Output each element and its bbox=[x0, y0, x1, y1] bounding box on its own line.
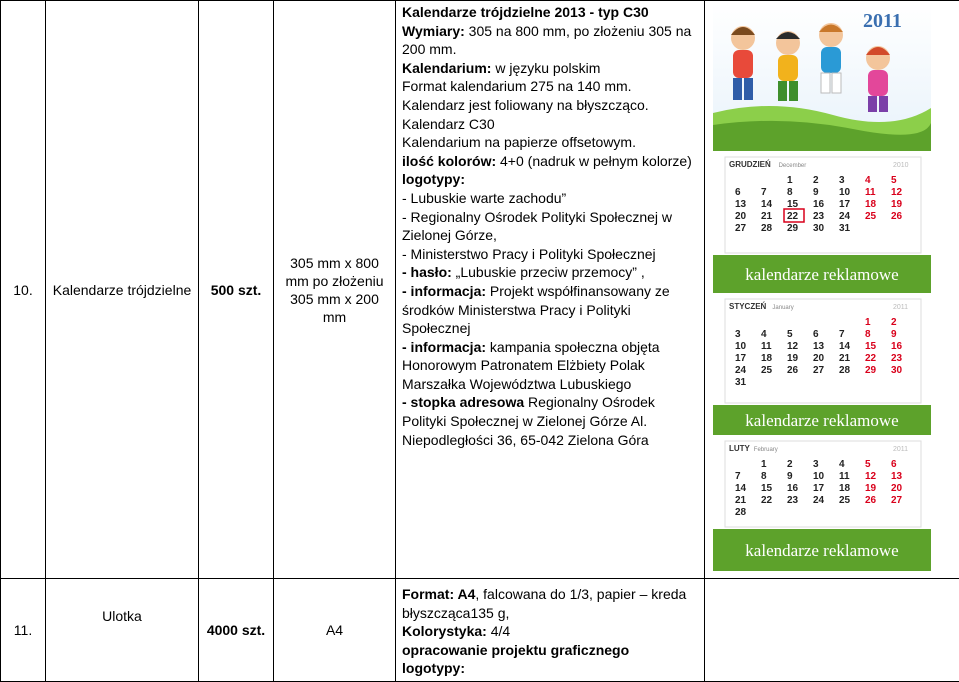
desc-format bbox=[402, 585, 700, 622]
dims-value: 305 na 800 mm, po złożeniu 305 na 200 mm. bbox=[402, 23, 691, 58]
day-number: 10 bbox=[735, 341, 747, 352]
day-number: 24 bbox=[813, 495, 825, 506]
day-number: 5 bbox=[865, 459, 871, 470]
banner-text: kalendarze reklamowe bbox=[745, 541, 898, 560]
day-number: 13 bbox=[813, 341, 825, 352]
slogan-value: „Lubuskie przeciw przemocy” , bbox=[452, 264, 645, 280]
desc-project: opracowanie projektu graficznego bbox=[402, 641, 700, 660]
table-row bbox=[1, 1, 959, 579]
month-year: 2011 bbox=[893, 446, 908, 453]
day-number: 20 bbox=[735, 211, 747, 222]
day-number: 11 bbox=[865, 187, 876, 198]
day-number: 24 bbox=[735, 365, 747, 376]
day-number: 26 bbox=[891, 211, 903, 222]
day-number: 25 bbox=[761, 365, 773, 376]
month-year: 2011 bbox=[893, 304, 908, 311]
calendar-months bbox=[713, 157, 931, 571]
dims-label: Wymiary: bbox=[402, 23, 465, 39]
day-number: 17 bbox=[839, 199, 851, 210]
day-number: 28 bbox=[761, 223, 773, 234]
day-number: 15 bbox=[761, 483, 773, 494]
table-row bbox=[1, 579, 959, 682]
desc-title: Kalendarze trójdzielne 2013 - typ C30 bbox=[402, 3, 700, 22]
day-number: 12 bbox=[891, 187, 903, 198]
format-label: Format: A4 bbox=[402, 586, 475, 602]
product-name: Ulotka bbox=[46, 579, 199, 682]
info1-label: - informacja: bbox=[402, 283, 486, 299]
colors-value: 4+0 (nadruk w pełnym kolorze) bbox=[496, 153, 692, 169]
day-number: 9 bbox=[813, 187, 819, 198]
day-number: 3 bbox=[735, 329, 741, 340]
description bbox=[396, 1, 705, 579]
product-name: Kalendarze trójdzielne bbox=[46, 1, 199, 579]
day-number: 3 bbox=[839, 175, 845, 186]
quantity: 500 szt. bbox=[199, 1, 274, 579]
day-number: 26 bbox=[787, 365, 799, 376]
day-number: 30 bbox=[813, 223, 825, 234]
month-sub: December bbox=[779, 163, 807, 169]
day-number: 6 bbox=[813, 329, 819, 340]
banner-text: kalendarze reklamowe bbox=[745, 265, 898, 284]
day-number: 6 bbox=[735, 187, 741, 198]
day-number: 17 bbox=[813, 483, 825, 494]
day-number: 8 bbox=[787, 187, 793, 198]
divider-strip bbox=[713, 143, 931, 151]
desc-logo1: - Lubuskie warte zachodu” bbox=[402, 189, 700, 208]
desc-type: Kalendarz C30 bbox=[402, 115, 700, 134]
day-number: 21 bbox=[761, 211, 773, 222]
footer-value: Regionalny Ośrodek Polityki Społecznej w Zielonej Górze Al. Niepodległości 36, 65-042 Zielona Góra bbox=[402, 394, 655, 447]
day-number: 21 bbox=[735, 495, 747, 506]
day-number: 19 bbox=[787, 353, 799, 364]
desc-colors bbox=[402, 152, 700, 171]
day-number: 14 bbox=[761, 199, 773, 210]
day-number: 28 bbox=[735, 507, 747, 518]
banner-text: kalendarze reklamowe bbox=[745, 411, 898, 430]
day-number: 20 bbox=[813, 353, 825, 364]
day-number: 18 bbox=[865, 199, 877, 210]
desc-logo3: - Ministerstwo Pracy i Polityki Społecznej bbox=[402, 245, 700, 264]
day-number: 11 bbox=[761, 341, 772, 352]
info1-value: Projekt współfinansowany ze środków Ministerstwa Pracy i Polityki Społecznej bbox=[402, 283, 670, 336]
day-number: 28 bbox=[839, 365, 851, 376]
row-number: 11. bbox=[1, 579, 46, 682]
slogan-label: - hasło: bbox=[402, 264, 452, 280]
desc-colors bbox=[402, 622, 700, 641]
day-number: 1 bbox=[865, 317, 871, 328]
day-number: 22 bbox=[787, 211, 799, 222]
desc-paper: Kalendarium na papierze offsetowym. bbox=[402, 133, 700, 152]
calendar-illustration bbox=[713, 3, 931, 571]
desc-footer bbox=[402, 393, 700, 449]
day-number: 8 bbox=[761, 471, 767, 482]
month-name: GRUDZIEŃ bbox=[729, 160, 771, 169]
day-number: 29 bbox=[787, 223, 799, 234]
calendar-year: 2011 bbox=[863, 10, 902, 32]
day-number: 12 bbox=[865, 471, 877, 482]
desc-logos-label: logotypy: bbox=[402, 659, 700, 678]
day-number: 2 bbox=[891, 317, 897, 328]
day-number: 16 bbox=[787, 483, 799, 494]
day-number: 3 bbox=[813, 459, 819, 470]
desc-foil: Kalendarz jest foliowany na błyszcząco. bbox=[402, 96, 700, 115]
day-number: 10 bbox=[813, 471, 825, 482]
info2-value: kampania społeczna objęta Honorowym Patronatem Elżbiety Polak Marszałka Województwa Lubuskiego bbox=[402, 339, 660, 392]
month-name: STYCZEŃ bbox=[729, 302, 767, 311]
day-number: 2 bbox=[787, 459, 793, 470]
day-number: 31 bbox=[735, 377, 747, 388]
kal-value: w języku polskim bbox=[491, 60, 600, 76]
description bbox=[396, 579, 705, 682]
day-number: 5 bbox=[891, 175, 897, 186]
day-number: 4 bbox=[761, 329, 767, 340]
day-number: 23 bbox=[813, 211, 825, 222]
day-number: 12 bbox=[787, 341, 799, 352]
day-number: 15 bbox=[865, 341, 877, 352]
day-number: 18 bbox=[839, 483, 851, 494]
day-number: 19 bbox=[865, 483, 877, 494]
day-number: 24 bbox=[839, 211, 851, 222]
day-number: 21 bbox=[839, 353, 851, 364]
day-number: 4 bbox=[839, 459, 845, 470]
day-number: 11 bbox=[839, 471, 850, 482]
desc-logo2: - Regionalny Ośrodek Polityki Społecznej w Zielonej Górze, bbox=[402, 208, 700, 245]
day-number: 13 bbox=[891, 471, 903, 482]
day-number: 5 bbox=[787, 329, 793, 340]
day-number: 27 bbox=[891, 495, 903, 506]
month-year: 2010 bbox=[893, 162, 909, 169]
desc-kal bbox=[402, 59, 700, 78]
day-number: 22 bbox=[761, 495, 773, 506]
desc-info2 bbox=[402, 338, 700, 394]
dimensions-text: 305 mm x 800 mm po złożeniu 305 mm x 200 mm bbox=[274, 254, 395, 326]
product-image-cell bbox=[705, 579, 959, 682]
day-number: 26 bbox=[865, 495, 877, 506]
colors-value: 4/4 bbox=[487, 623, 510, 639]
day-number: 19 bbox=[891, 199, 903, 210]
day-number: 22 bbox=[865, 353, 877, 364]
colors-label: ilość kolorów: bbox=[402, 153, 496, 169]
month-name: LUTY bbox=[729, 444, 751, 453]
product-image-cell bbox=[705, 1, 959, 579]
day-number: 23 bbox=[787, 495, 799, 506]
day-number: 18 bbox=[761, 353, 773, 364]
day-number: 16 bbox=[813, 199, 825, 210]
day-number: 8 bbox=[865, 329, 871, 340]
quantity: 4000 szt. bbox=[199, 579, 274, 682]
calendar-image bbox=[713, 3, 931, 571]
day-number: 1 bbox=[761, 459, 767, 470]
day-number: 9 bbox=[787, 471, 793, 482]
dimensions: A4 bbox=[274, 579, 396, 682]
desc-info1 bbox=[402, 282, 700, 338]
day-number: 7 bbox=[735, 471, 741, 482]
day-number: 23 bbox=[891, 353, 903, 364]
info2-label: - informacja: bbox=[402, 339, 486, 355]
day-number: 20 bbox=[891, 483, 903, 494]
day-number: 4 bbox=[865, 175, 871, 186]
day-number: 29 bbox=[865, 365, 877, 376]
day-number: 17 bbox=[735, 353, 747, 364]
desc-logos-label: logotypy: bbox=[402, 170, 700, 189]
day-number: 14 bbox=[735, 483, 747, 494]
day-number: 6 bbox=[891, 459, 897, 470]
month-sub: January bbox=[772, 305, 793, 311]
day-number: 10 bbox=[839, 187, 851, 198]
day-number: 30 bbox=[891, 365, 903, 376]
day-number: 25 bbox=[839, 495, 851, 506]
desc-slogan bbox=[402, 263, 700, 282]
day-number: 7 bbox=[839, 329, 845, 340]
kal-label: Kalendarium: bbox=[402, 60, 491, 76]
day-number: 25 bbox=[865, 211, 877, 222]
day-number: 2 bbox=[813, 175, 819, 186]
day-number: 7 bbox=[761, 187, 767, 198]
day-number: 31 bbox=[839, 223, 851, 234]
footer-label: - stopka adresowa bbox=[402, 394, 524, 410]
day-number: 9 bbox=[891, 329, 897, 340]
format-value: , falcowana do 1/3, papier – kreda błyszcząca135 g, bbox=[402, 586, 686, 621]
row-number: 10. bbox=[1, 1, 46, 579]
day-number: 1 bbox=[787, 175, 793, 186]
day-number: 16 bbox=[891, 341, 903, 352]
dimensions bbox=[274, 1, 396, 579]
desc-format: Format kalendarium 275 na 140 mm. bbox=[402, 77, 700, 96]
day-number: 27 bbox=[735, 223, 747, 234]
desc-dims bbox=[402, 22, 700, 59]
day-number: 27 bbox=[813, 365, 825, 376]
month-sub: February bbox=[754, 447, 778, 453]
day-number: 13 bbox=[735, 199, 747, 210]
day-number: 14 bbox=[839, 341, 851, 352]
day-number: 15 bbox=[787, 199, 799, 210]
colors-label: Kolorystyka: bbox=[402, 623, 487, 639]
